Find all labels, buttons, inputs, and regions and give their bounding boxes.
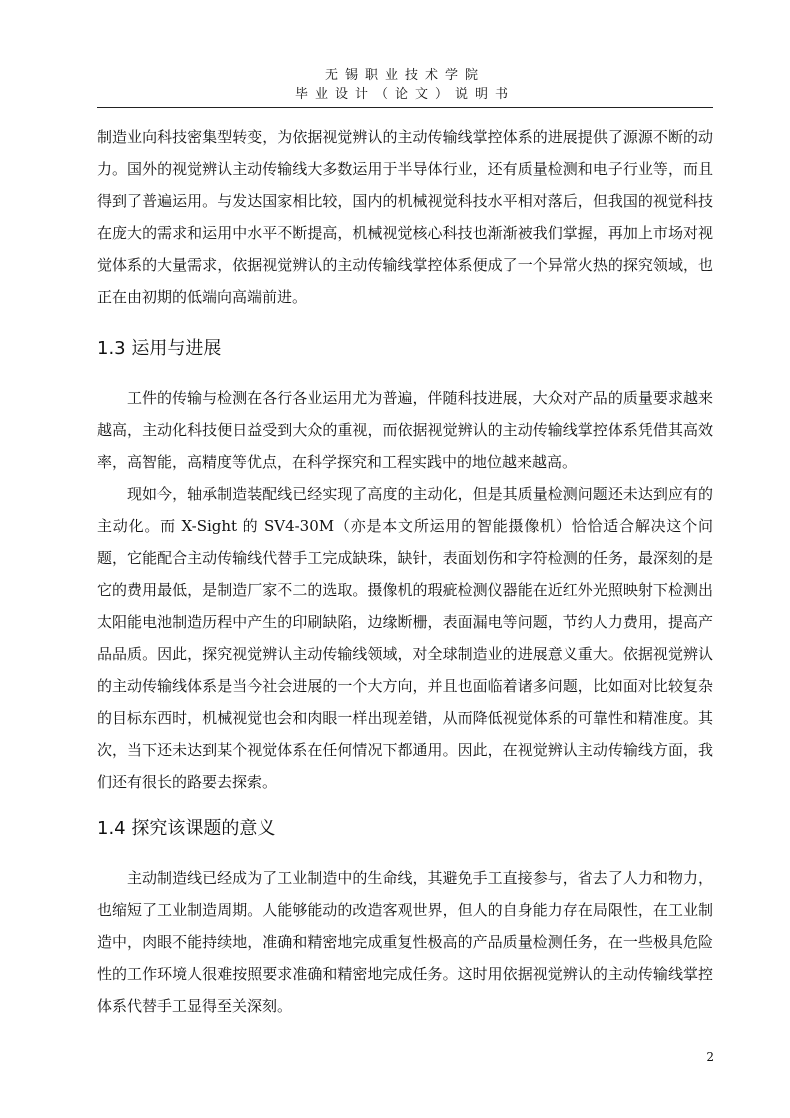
section-heading-1-3: 1.3 运用与进展 <box>97 338 222 359</box>
section-heading-1-4: 1.4 探究该课题的意义 <box>97 818 276 839</box>
section-1-3-paragraph-2: 现如今，轴承制造装配线已经实现了高度的主动化，但是其质量检测问题还未达到应有的主动化。而 X-Sight 的 SV4-30M（亦是本文所运用的智能摄像机）恰恰适合解决这个问题，它能配合主动传输线代替手工完成缺珠，缺针，表面划伤和字符检测的任务，最深刻的是它的费用最低，是制造厂家不二的选取。摄像机的瑕疵检测仪器能在近红外光照映射下检测出太阳能电池制造历程中产生的印刷缺陷，边缘断栅，表面漏电等问题，节约人力费用，提高产品品质。因此，探究视觉辨认主动传输线领域，对全球制造业的进展意义重大。依据视觉辨认的主动传输线体系是当今社会进展的一个大方向，并且也面临着诸多问题，比如面对比较复杂的目标东西时，机械视觉也会和肉眼一样出现差错，从而降低视觉体系的可靠性和精准度。其次，当下还未达到某个视觉体系在任何情况下都通用。因此，在视觉辨认主动传输线方面，我们还有很长的路要去探索。 <box>97 485 713 791</box>
page-header <box>97 66 713 104</box>
header-document-type: 毕业设计（论文）说明书 <box>294 87 515 102</box>
header-school-name: 无锡职业技术学院 <box>324 68 485 83</box>
page-number: 2 <box>706 1050 714 1064</box>
section-1-3-paragraph-1: 工件的传输与检测在各行各业运用尤为普遍，伴随科技进展，大众对产品的质量要求越来越高，主动化科技便日益受到大众的重视，而依据视觉辨认的主动传输线掌控体系凭借其高效率，高智能，高精度等优点，在科学探究和工程实践中的地位越来越高。 <box>97 389 713 471</box>
section-1-4-paragraph-1: 主动制造线已经成为了工业制造中的生命线，其避免手工直接参与，省去了人力和物力，也缩短了工业制造周期。人能够能动的改造客观世界，但人的自身能力存在局限性，在工业制造中，肉眼不能持续地，准确和精密地完成重复性极高的产品质量检测任务，在一些极具危险性的工作环境人很难按照要求准确和精密地完成任务。这时用依据视觉辨认的主动传输线掌控体系代替手工显得至关深刻。 <box>97 869 713 1015</box>
intro-paragraph: 制造业向科技密集型转变，为依据视觉辨认的主动传输线掌控体系的进展提供了源源不断的动力。国外的视觉辨认主动传输线大多数运用于半导体行业，还有质量检测和电子行业等，而且得到了普遍运用。与发达国家相比较，国内的机械视觉科技水平相对落后，但我国的视觉科技在庞大的需求和运用中水平不断提高，机械视觉核心科技也渐渐被我们掌握，再加上市场对视觉体系的大量需求，依据视觉辨认的主动传输线掌控体系便成了一个异常火热的探究领域，也正在由初期的低端向高端前进。 <box>97 128 713 306</box>
header-divider <box>97 107 713 108</box>
intro-block <box>97 121 713 313</box>
section-1-4-body <box>97 862 713 1022</box>
section-1-3-body <box>97 382 713 798</box>
